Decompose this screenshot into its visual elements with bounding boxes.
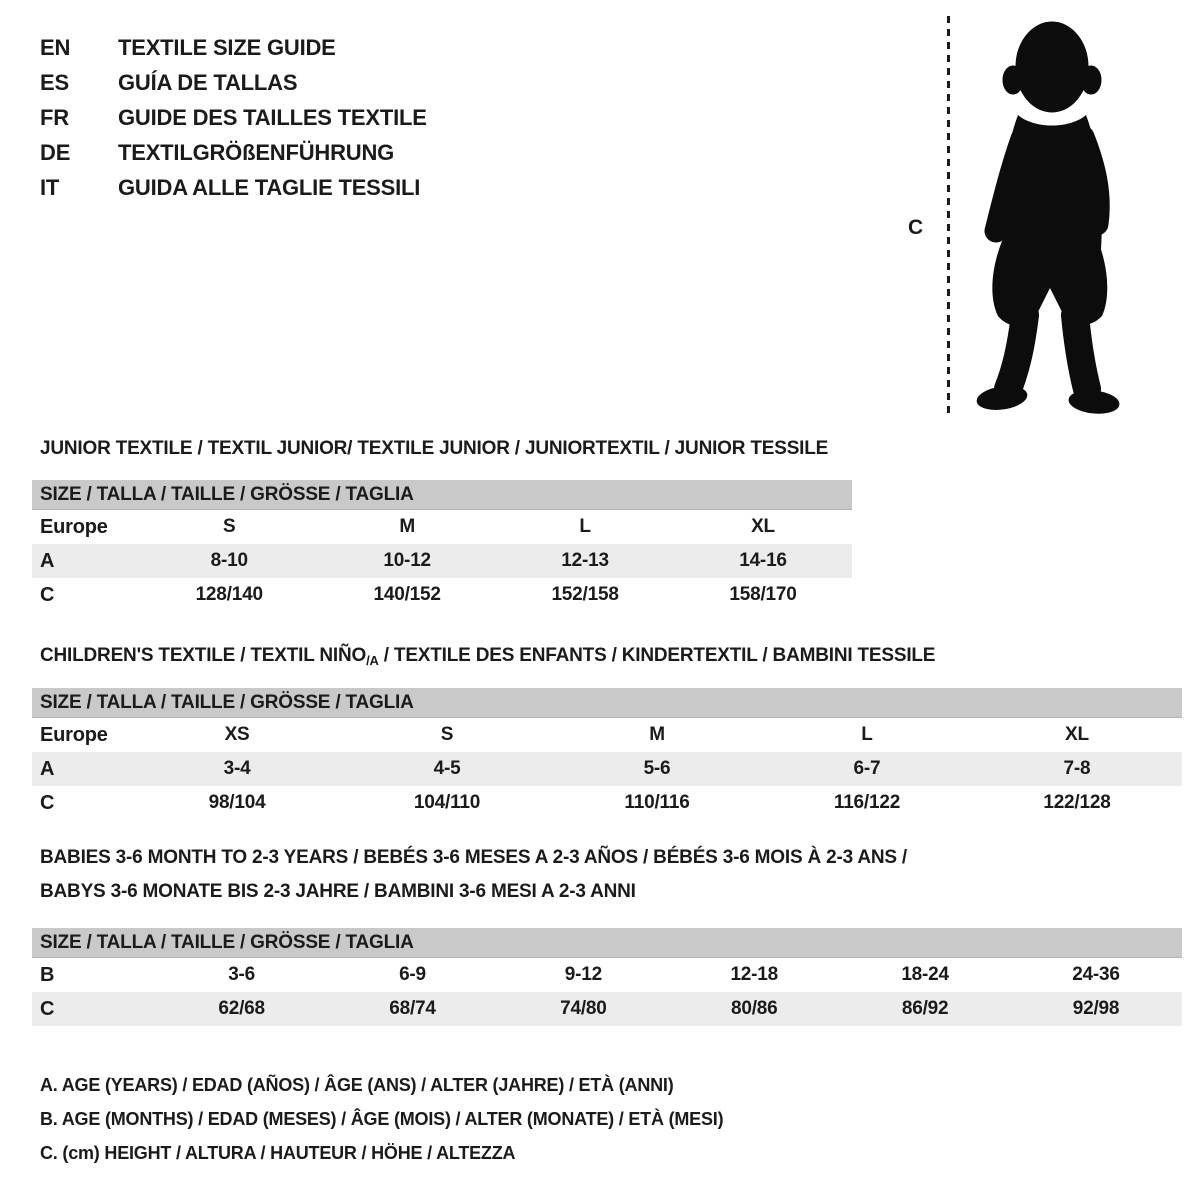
cell: 110/116 — [624, 792, 690, 813]
language-title: GUIDA ALLE TAGLIE TESSILI — [118, 174, 421, 200]
row-label: Europe — [40, 723, 108, 746]
cell: 8-10 — [210, 550, 248, 571]
legend-line-c: C. (cm) HEIGHT / ALTURA / HAUTEUR / HÖHE / ALTEZZA — [40, 1142, 516, 1163]
cell: 122/128 — [1043, 792, 1111, 813]
cell: 98/104 — [208, 792, 266, 813]
babies-size-table — [32, 928, 1182, 1026]
children-title-pre: CHILDREN'S TEXTILE / TEXTIL NIÑO — [40, 645, 367, 666]
row-label: C — [40, 583, 55, 606]
babies-section-title-line1: BABIES 3-6 MONTH TO 2-3 YEARS / BEBÉS 3-6 MESES A 2-3 AÑOS / BÉBÉS 3-6 MOIS À 2-3 ANS / — [40, 847, 908, 868]
cell: 158/170 — [729, 584, 797, 605]
cell: M — [649, 724, 665, 745]
size-header-bar — [32, 688, 1182, 718]
cell: 9-12 — [564, 964, 602, 985]
cell: 12-18 — [730, 964, 779, 985]
cell: 140/152 — [373, 584, 441, 605]
cell: 152/158 — [551, 584, 619, 605]
cell: 4-5 — [433, 758, 461, 779]
height-measure-dashed-line — [947, 16, 950, 416]
legend — [40, 1068, 723, 1170]
language-title: TEXTILE SIZE GUIDE — [118, 34, 336, 60]
cell: 128/140 — [195, 584, 263, 605]
cell: 80/86 — [730, 998, 778, 1019]
junior-section-title: JUNIOR TEXTILE / TEXTIL JUNIOR/ TEXTILE JUNIOR / JUNIORTEXTIL / JUNIOR TESSILE — [40, 438, 829, 459]
table-row-b — [32, 958, 1182, 992]
language-header — [40, 30, 427, 205]
cell: XL — [1065, 724, 1089, 745]
cell: L — [579, 516, 591, 537]
table-row-a — [32, 544, 852, 578]
cell: 104/110 — [413, 792, 481, 813]
language-title: GUIDE DES TAILLES TEXTILE — [118, 104, 427, 130]
language-row-es — [40, 65, 427, 100]
cell: 12-13 — [561, 550, 609, 571]
language-code: ES — [40, 69, 69, 95]
children-title-post: / TEXTILE DES ENFANTS / KINDERTEXTIL / BAMBINI TESSILE — [378, 645, 936, 666]
cell: 24-36 — [1072, 964, 1120, 985]
babies-section-title-line2: BABYS 3-6 MONATE BIS 2-3 JAHRE / BAMBINI 3-6 MESI A 2-3 ANNI — [40, 881, 636, 902]
cell: 7-8 — [1063, 758, 1091, 779]
size-header-label: SIZE / TALLA / TAILLE / GRÖSSE / TAGLIA — [40, 691, 414, 713]
cell: 3-4 — [223, 758, 251, 779]
table-row-europe — [32, 510, 852, 544]
table-row-c — [32, 786, 1182, 820]
size-header-bar — [32, 480, 852, 510]
language-row-it — [40, 170, 427, 205]
language-row-fr — [40, 100, 427, 135]
row-label: Europe — [40, 515, 108, 538]
cell: L — [861, 724, 873, 745]
row-label: B — [40, 963, 55, 986]
cell: 5-6 — [643, 758, 671, 779]
children-section-title — [40, 645, 935, 668]
height-measure-label: C — [908, 216, 923, 239]
cell: S — [222, 516, 236, 537]
table-row-c — [32, 578, 852, 612]
row-label: C — [40, 791, 55, 814]
table-row-a — [32, 752, 1182, 786]
language-row-de — [40, 135, 427, 170]
cell: 3-6 — [228, 964, 256, 985]
cell: 10-12 — [383, 550, 431, 571]
size-header-label: SIZE / TALLA / TAILLE / GRÖSSE / TAGLIA — [40, 931, 414, 953]
language-title: GUÍA DE TALLAS — [118, 69, 298, 95]
language-code: DE — [40, 139, 71, 165]
cell: S — [440, 724, 454, 745]
table-row-europe — [32, 718, 1182, 752]
cell: 92/98 — [1072, 998, 1120, 1019]
junior-size-table — [32, 480, 852, 612]
cell: XS — [224, 724, 250, 745]
cell: XL — [751, 516, 775, 537]
cell: 6-7 — [853, 758, 881, 779]
size-header-bar — [32, 928, 1182, 958]
cell: M — [399, 516, 415, 537]
table-row-c — [32, 992, 1182, 1026]
cell: 116/122 — [833, 792, 901, 813]
cell: 14-16 — [739, 550, 787, 571]
row-label: C — [40, 997, 55, 1020]
cell: 68/74 — [389, 998, 436, 1019]
row-label: A — [40, 549, 55, 572]
language-code: FR — [40, 104, 69, 130]
language-row-en — [40, 30, 427, 65]
cell: 18-24 — [901, 964, 949, 985]
cell: 6-9 — [399, 964, 426, 985]
toddler-silhouette-icon — [962, 17, 1138, 417]
language-title: TEXTILGRÖßENFÜHRUNG — [118, 139, 395, 165]
language-code: IT — [40, 174, 60, 200]
cell: 86/92 — [901, 998, 949, 1019]
row-label: A — [40, 757, 55, 780]
children-size-table — [32, 688, 1182, 820]
children-title-sub: /A — [366, 653, 379, 668]
legend-line-b: B. AGE (MONTHS) / EDAD (MESES) / ÂGE (MOIS) / ALTER (MONATE) / ETÀ (MESI) — [40, 1108, 724, 1129]
cell: 74/80 — [560, 998, 607, 1019]
language-code: EN — [40, 34, 71, 60]
size-header-label: SIZE / TALLA / TAILLE / GRÖSSE / TAGLIA — [40, 483, 414, 505]
legend-line-a: A. AGE (YEARS) / EDAD (AÑOS) / ÂGE (ANS) / ALTER (JAHRE) / ETÀ (ANNI) — [40, 1074, 674, 1095]
cell: 62/68 — [218, 998, 265, 1019]
